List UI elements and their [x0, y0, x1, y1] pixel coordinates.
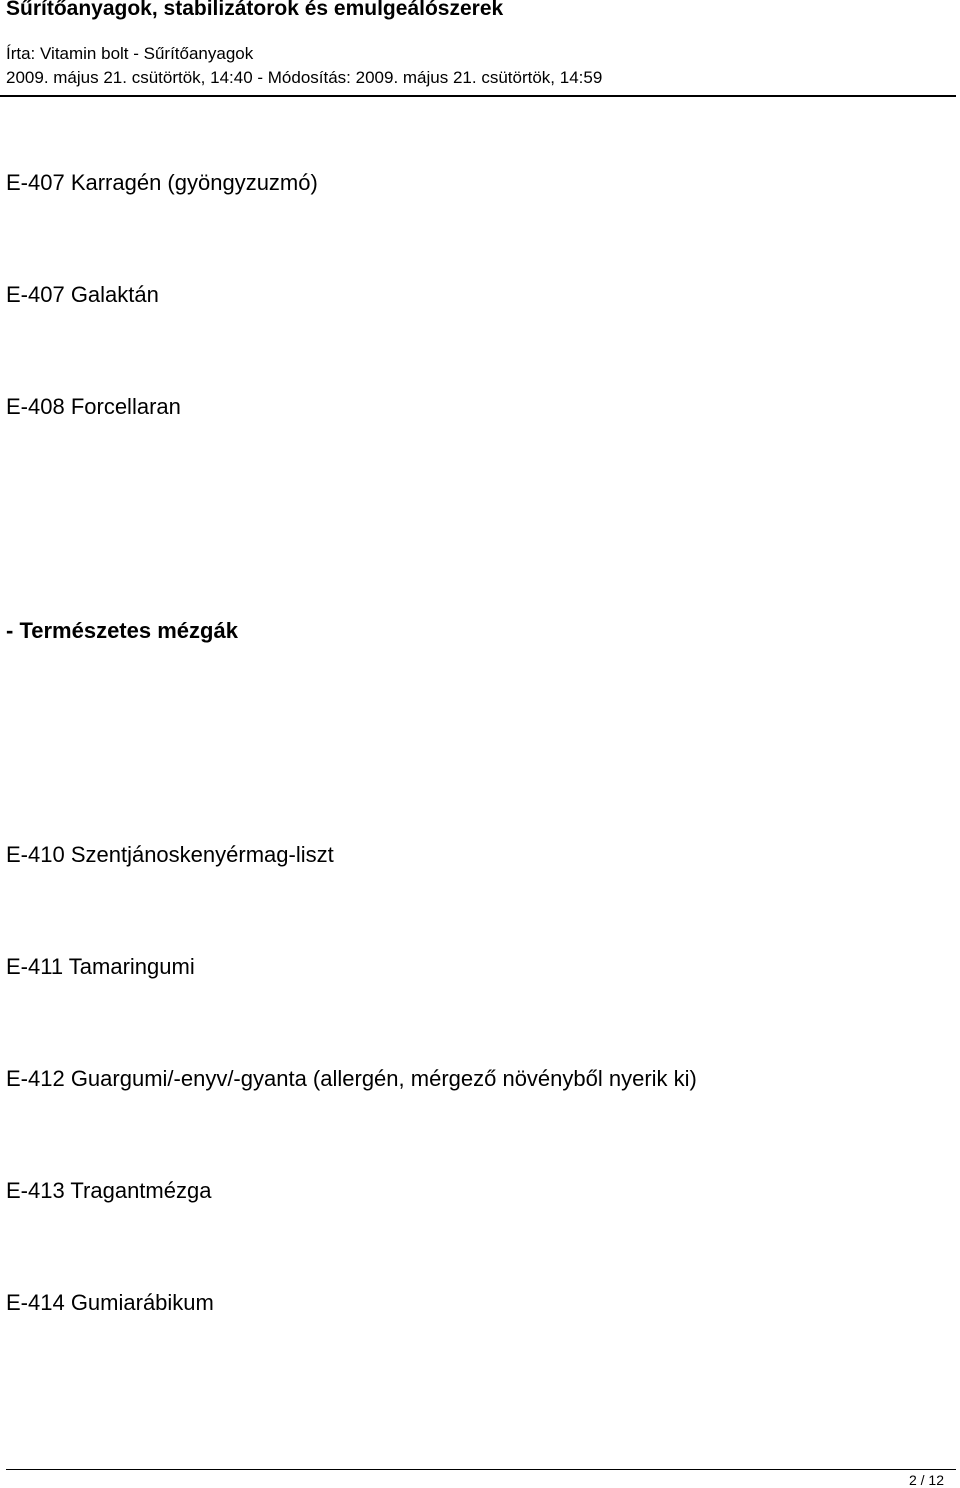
page-number: 2 / 12 — [908, 1472, 944, 1488]
content-line: E-408 Forcellaran — [6, 394, 181, 419]
header-divider — [0, 95, 956, 97]
content-line: E-413 Tragantmézga — [6, 1178, 212, 1203]
content-line: E-407 Karragén (gyöngyzuzmó) — [6, 170, 318, 195]
content-line: E-414 Gumiarábikum — [6, 1290, 214, 1315]
footer-divider — [6, 1469, 956, 1470]
author-line: Írta: Vitamin bolt - Sűrítőanyagok — [6, 44, 254, 63]
content-line: E-411 Tamaringumi — [6, 954, 195, 979]
content-line: E-412 Guargumi/-enyv/-gyanta (allergén, mérgező növényből nyerik ki) — [6, 1066, 697, 1091]
section-heading: - Természetes mézgák — [6, 618, 238, 643]
content-line: E-407 Galaktán — [6, 282, 159, 307]
date-line: 2009. május 21. csütörtök, 14:40 - Módosítás: 2009. május 21. csütörtök, 14:59 — [6, 68, 603, 87]
content-line: E-410 Szentjánoskenyérmag-liszt — [6, 842, 334, 867]
document-title: Sűrítőanyagok, stabilizátorok és emulgeálószerek — [6, 0, 504, 20]
